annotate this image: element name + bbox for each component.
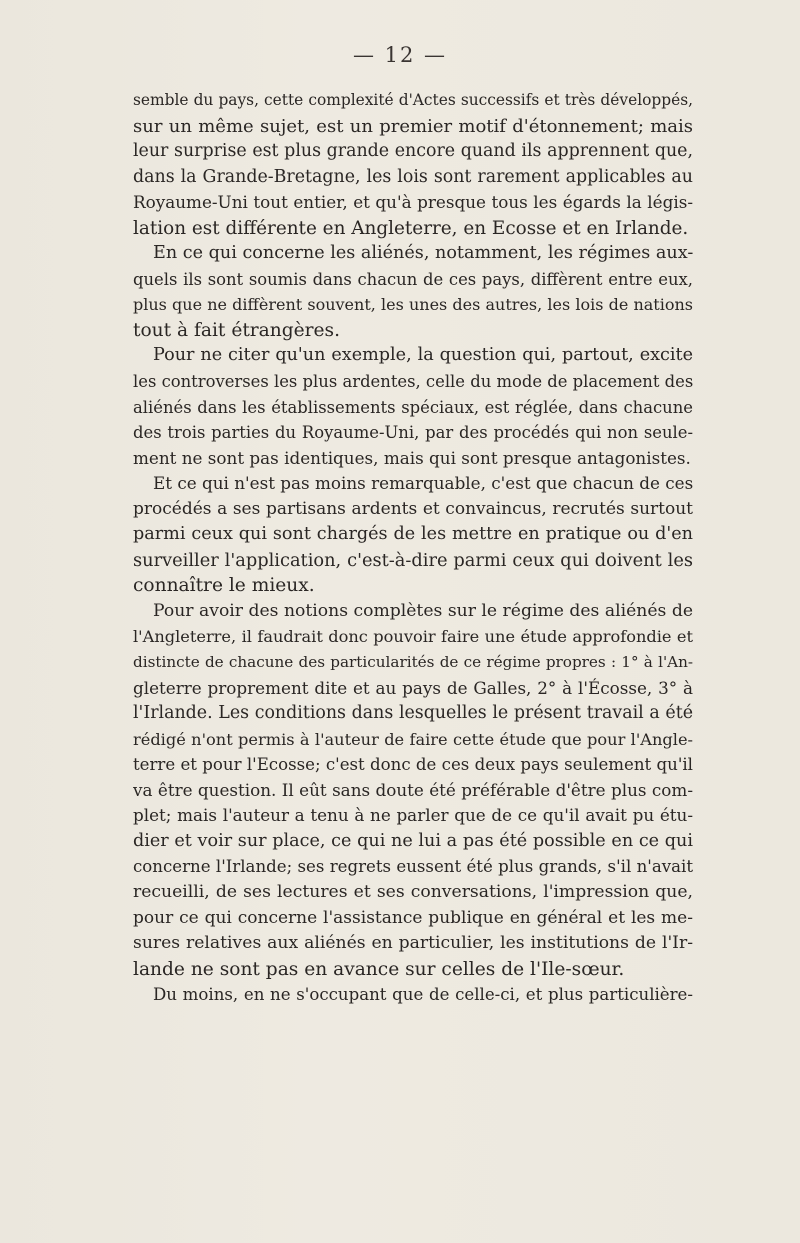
text-line: terre et pour l'Ecosse; c'est donc de ces deux pays seulement qu'il — [133, 755, 693, 775]
text-line: connaître le mieux. — [133, 575, 315, 597]
text-line: En ce qui concerne les aliénés, notamment, les régimes aux- — [153, 243, 693, 264]
text-line: des trois parties du Royaume-Uni, par des procédés qui non seule- — [133, 423, 693, 443]
text-line: distincte de chacune des particularités de ce régime propres : 1° à l'An- — [133, 653, 693, 672]
text-line: leur surprise est plus grande encore quand ils apprennent que, — [133, 141, 693, 162]
text-line: Pour ne citer qu'un exemple, la question qui, partout, excite — [153, 345, 693, 366]
text-line: dier et voir sur place, ce qui ne lui a pas été possible en ce qui — [133, 830, 693, 851]
text-line: Royaume-Uni tout entier, et qu'à presque tous les égards la légis- — [133, 192, 693, 213]
text-line: les controverses les plus ardentes, celle du mode de placement des — [133, 372, 693, 392]
text-line: lation est différente en Angleterre, en Ecosse et en Irlande. — [133, 217, 689, 239]
text-line: l'Angleterre, il faudrait donc pouvoir faire une étude approfondie et — [133, 627, 693, 647]
text-line: plus que ne diffèrent souvent, les unes des autres, les lois de nations — [133, 295, 693, 315]
text-line: va être question. Il eût sans doute été préférable d'être plus com- — [133, 779, 693, 800]
page-number: — 12 — — [352, 43, 448, 67]
text-line: gleterre proprement dite et au pays de Galles, 2° à l'Écosse, 3° à — [133, 677, 693, 698]
text-line: plet; mais l'auteur a tenu à ne parler que de ce qu'il avait pu étu- — [133, 805, 693, 826]
text-line: ment ne sont pas identiques, mais qui sont presque antagonistes. — [133, 447, 691, 468]
text-line: Du moins, en ne s'occupant que de celle-ci, et plus particulière- — [153, 985, 693, 1005]
text-line: tout à fait étrangères. — [133, 319, 340, 341]
text-line: parmi ceux qui sont chargés de les mettre en pratique ou d'en — [133, 524, 693, 545]
body-text — [133, 88, 693, 1008]
text-line: Pour avoir des notions complètes sur le régime des aliénés de — [153, 600, 693, 621]
text-line: surveiller l'application, c'est-à-dire parmi ceux qui doivent les — [133, 549, 693, 571]
text-line: procédés a ses partisans ardents et convaincus, recrutés surtout — [133, 498, 693, 519]
text-line: dans la Grande-Bretagne, les lois sont rarement applicables au — [133, 166, 693, 187]
text-line: quels ils sont soumis dans chacun de ces pays, diffèrent entre eux, — [133, 269, 693, 289]
text-line: lande ne sont pas en avance sur celles de l'Ile-sœur. — [133, 958, 625, 980]
text-line: concerne l'Irlande; ses regrets eussent été plus grands, s'il n'avait — [133, 857, 693, 877]
text-line: semble du pays, cette complexité d'Actes successifs et très développés, — [133, 91, 693, 109]
text-line: rédigé n'ont permis à l'auteur de faire cette étude que pour l'Angle- — [133, 729, 693, 749]
text-line: l'Irlande. Les conditions dans lesquelles le présent travail a été — [133, 703, 693, 724]
text-line: recueilli, de ses lectures et ses conversations, l'impression que, — [133, 881, 693, 902]
text-line: Et ce qui n'est pas moins remarquable, c'est que chacun de ces — [153, 473, 693, 494]
text-line: pour ce qui concerne l'assistance publique en général et les me- — [133, 907, 693, 928]
text-line: sures relatives aux aliénés en particulier, les institutions de l'Ir- — [133, 933, 693, 954]
text-line: sur un même sujet, est un premier motif d'étonnement; mais — [133, 115, 693, 137]
text-line: aliénés dans les établissements spéciaux, est réglée, dans chacune — [133, 397, 693, 417]
